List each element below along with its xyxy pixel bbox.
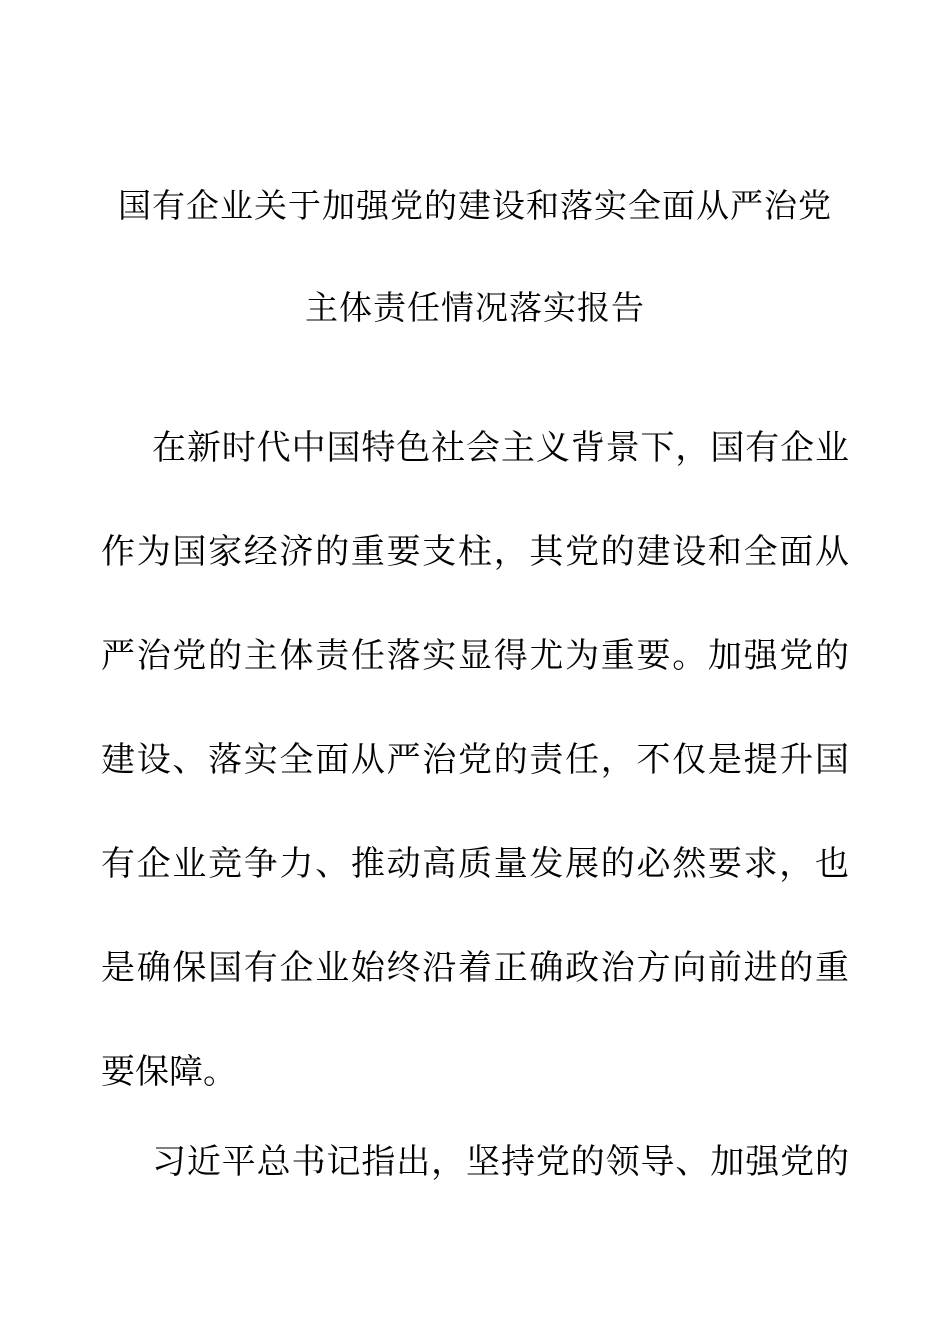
document-title-line-1: 国有企业关于加强党的建设和落实全面从严治党 <box>118 186 832 225</box>
paragraph-line: 在新时代中国特色社会主义背景下，国有企业 <box>152 428 849 468</box>
paragraph-line: 习近平总书记指出，坚持党的领导、加强党的 <box>152 1142 849 1182</box>
paragraph-line: 建设、落实全面从严治党的责任，不仅是提升国 <box>101 740 849 780</box>
document-title-line-2: 主体责任情况落实报告 <box>305 288 645 327</box>
paragraph-line: 严治党的主体责任落实显得尤为重要。加强党的 <box>101 636 849 676</box>
paragraph-line: 要保障。 <box>101 1052 237 1092</box>
paragraph-line: 是确保国有企业始终沿着正确政治方向前进的重 <box>101 948 849 988</box>
paragraph-line: 作为国家经济的重要支柱，其党的建设和全面从 <box>101 532 849 572</box>
paragraph-line: 有企业竞争力、推动高质量发展的必然要求，也 <box>101 844 849 884</box>
